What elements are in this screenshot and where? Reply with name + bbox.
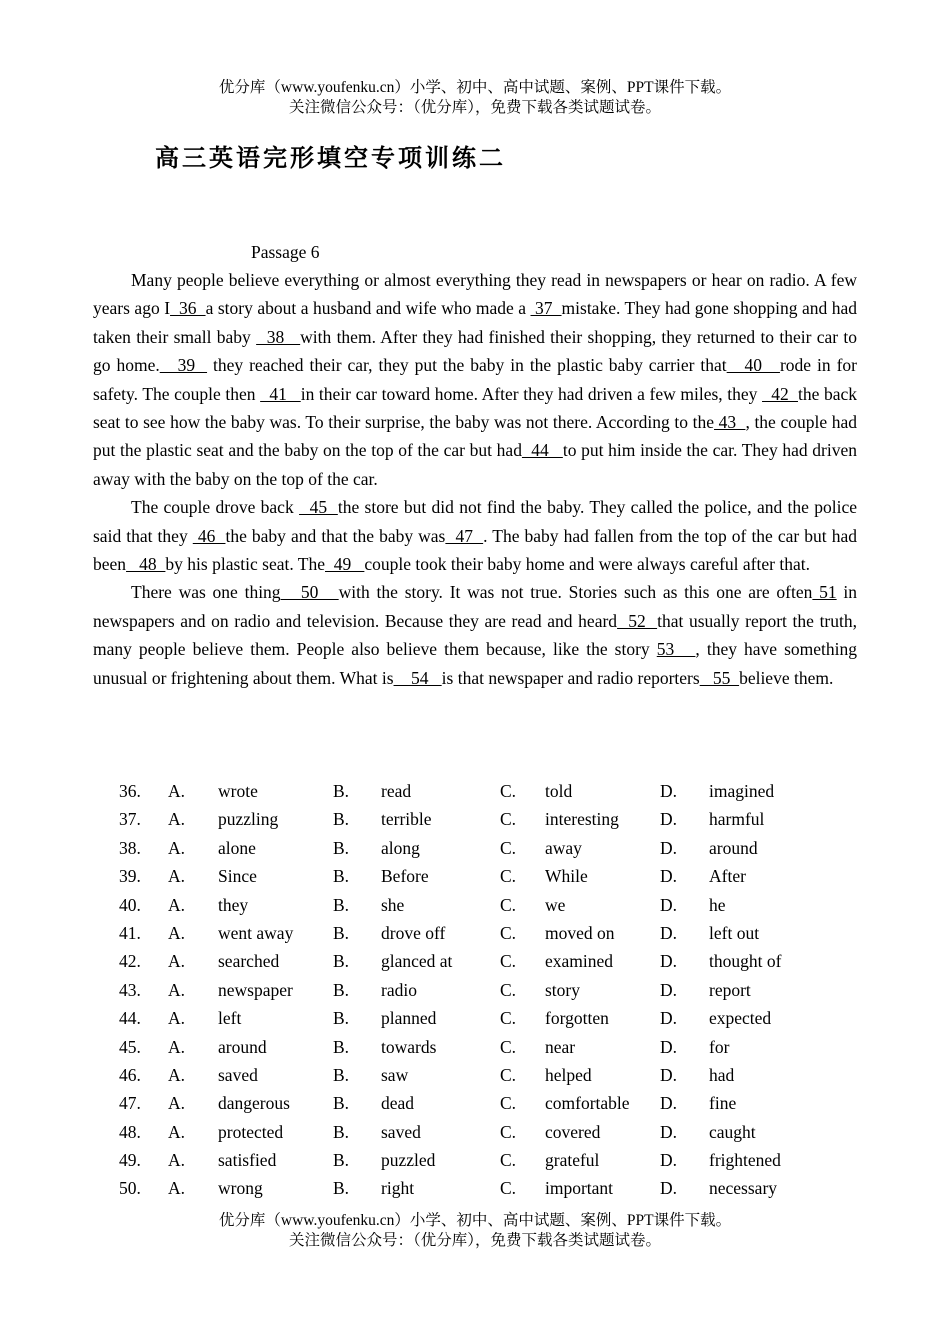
option-d: for	[709, 1036, 730, 1057]
question-number: 40.	[119, 894, 141, 915]
passage-text: that usually report the truth, many people believe them. People also believe them because, like the story	[93, 610, 857, 660]
header-line-2: 关注微信公众号：（优分库），免费下载各类试题试卷。	[288, 99, 661, 116]
option-b: she	[381, 894, 405, 915]
option-a: puzzling	[218, 809, 279, 830]
option-b: Before	[381, 866, 429, 887]
option-a: Since	[218, 866, 257, 887]
option-row	[93, 1174, 857, 1202]
option-c: away	[545, 837, 582, 858]
option-a: alone	[218, 837, 256, 858]
option-letter-d: D.	[660, 894, 678, 915]
option-d: report	[709, 979, 751, 1000]
option-c: forgotten	[545, 1008, 609, 1029]
option-letter-d: D.	[660, 1093, 678, 1114]
option-b: towards	[381, 1036, 437, 1057]
passage-text: , they have something unusual or frightening about them. What is	[93, 639, 858, 688]
option-a: protected	[218, 1121, 284, 1142]
option-d: left out	[709, 922, 760, 943]
question-number: 48.	[119, 1121, 141, 1142]
option-letter-b: B.	[333, 866, 350, 887]
option-letter-d: D.	[660, 837, 678, 858]
option-c: we	[545, 894, 566, 915]
option-d: expected	[709, 1008, 772, 1029]
answer-blank: 40	[726, 355, 780, 376]
answer-blank: 39	[159, 355, 208, 376]
option-letter-d: D.	[660, 1178, 678, 1199]
option-row	[93, 862, 857, 890]
question-number: 37.	[119, 809, 141, 830]
question-number: 45.	[119, 1036, 141, 1057]
passage-text: a story about a husband and wife who made a	[205, 298, 531, 319]
option-letter-d: D.	[660, 979, 678, 1000]
option-c: covered	[545, 1121, 601, 1142]
answer-blank: 55	[699, 667, 740, 688]
option-letter-d: D.	[660, 1008, 678, 1029]
option-c: interesting	[545, 809, 619, 830]
option-b: radio	[381, 979, 417, 1000]
passage-text: rode in for safety. The couple then	[93, 355, 857, 404]
option-letter-b: B.	[333, 979, 350, 1000]
answer-blank: 38	[256, 326, 301, 347]
passage-text: mistake. They had gone shopping and had taken their small baby	[93, 298, 857, 347]
option-row	[93, 1089, 857, 1117]
option-row	[93, 1061, 857, 1089]
option-letter-c: C.	[500, 1064, 517, 1085]
option-letter-b: B.	[333, 1036, 350, 1057]
passage-text: in newspapers and on radio and television. Because they are read and heard	[93, 582, 858, 631]
question-number: 42.	[119, 951, 141, 972]
option-d: caught	[709, 1121, 756, 1142]
option-letter-d: D.	[660, 1064, 678, 1085]
option-letter-a: A.	[168, 837, 186, 858]
option-letter-c: C.	[500, 922, 517, 943]
option-letter-b: B.	[333, 781, 350, 801]
passage-text: is that newspaper and radio reporters	[441, 667, 700, 688]
option-b: puzzled	[381, 1150, 436, 1171]
question-number: 38.	[119, 837, 141, 858]
question-number: 44.	[119, 1008, 141, 1029]
passage-body	[93, 266, 857, 692]
passage-text: believe them.	[739, 667, 834, 688]
passage-text: they reached their car, they put the baby in the plastic baby carrier that	[207, 355, 727, 376]
option-b: terrible	[381, 809, 432, 830]
page-footer	[0, 1211, 950, 1251]
option-b: planned	[381, 1008, 437, 1029]
option-b: dead	[381, 1093, 415, 1114]
option-b: read	[381, 781, 412, 801]
option-letter-b: B.	[333, 1008, 350, 1029]
question-number: 49.	[119, 1150, 141, 1171]
option-letter-a: A.	[168, 1178, 186, 1199]
option-letter-b: B.	[333, 894, 350, 915]
option-d: necessary	[709, 1178, 778, 1199]
option-letter-c: C.	[500, 781, 517, 801]
option-letter-b: B.	[333, 1093, 350, 1114]
option-letter-a: A.	[168, 1093, 186, 1114]
question-number: 46.	[119, 1064, 141, 1085]
option-a: wrong	[218, 1178, 263, 1199]
option-c: examined	[545, 951, 614, 972]
answer-blank: 49	[325, 554, 365, 575]
answer-blank: 52	[617, 610, 658, 631]
passage-text: There was one thing	[131, 582, 281, 603]
passage-text: , the couple had put the plastic seat and the baby on the top of the car but had	[93, 412, 858, 461]
answer-blank: 48	[126, 554, 166, 575]
option-d: around	[709, 837, 758, 858]
question-number: 47.	[119, 1093, 141, 1114]
option-row	[93, 834, 857, 862]
option-c: near	[545, 1036, 576, 1057]
option-letter-c: C.	[500, 866, 517, 887]
option-letter-d: D.	[660, 1121, 678, 1142]
option-letter-c: C.	[500, 979, 517, 1000]
option-letter-b: B.	[333, 1121, 350, 1142]
passage-text: . The baby had fallen from the top of the car but had been	[93, 525, 858, 575]
header-line-1: 优分库（www.youfenku.cn）小学、初中、高中试题、案例、PPT课件下载。	[218, 79, 732, 96]
option-row	[93, 919, 857, 947]
option-b: saved	[381, 1121, 421, 1142]
option-letter-c: C.	[500, 1036, 517, 1057]
option-c: story	[545, 979, 580, 1000]
option-b: along	[381, 837, 420, 858]
option-c: told	[545, 781, 573, 801]
option-letter-a: A.	[168, 809, 186, 830]
option-c: important	[545, 1178, 614, 1199]
option-a: newspaper	[218, 979, 293, 1000]
passage-paragraph	[93, 266, 857, 493]
option-row	[93, 777, 857, 805]
passage-text: with the story. It was not true. Stories such as this one are often	[338, 582, 813, 603]
passage-text: the store but did not find the baby. They called the police, and the police said that they	[93, 497, 857, 546]
option-letter-d: D.	[660, 922, 678, 943]
option-c: grateful	[545, 1150, 600, 1171]
option-a: searched	[218, 951, 280, 972]
passage-paragraph	[93, 578, 857, 692]
option-letter-b: B.	[333, 1064, 350, 1085]
question-number: 39.	[119, 866, 141, 887]
answer-blank: 36	[170, 298, 206, 319]
option-d: imagined	[709, 781, 775, 801]
option-b: right	[381, 1178, 415, 1199]
option-b: drove off	[381, 922, 446, 943]
option-c: helped	[545, 1064, 592, 1085]
footer-line-1: 优分库（www.youfenku.cn）小学、初中、高中试题、案例、PPT课件下载。	[218, 1212, 732, 1229]
option-a: went away	[218, 922, 294, 943]
option-row	[93, 976, 857, 1004]
passage-text: by his plastic seat. The	[165, 554, 325, 575]
option-d: had	[709, 1064, 735, 1085]
passage-paragraph	[93, 493, 857, 578]
passage-text: with them. After they had finished their shopping, they returned to their car to go home.	[93, 326, 858, 376]
option-letter-d: D.	[660, 951, 678, 972]
option-row	[93, 947, 857, 975]
answer-blank: 37	[530, 298, 562, 319]
option-d: frightened	[709, 1150, 781, 1171]
option-letter-a: A.	[168, 1008, 186, 1029]
option-letter-c: C.	[500, 1121, 517, 1142]
passage-text: Many people believe everything or almost everything they read in newspapers or hear on radio. A few years ago I	[93, 270, 857, 319]
passage-text: the back seat to see how the baby was. To their surprise, the baby was not there. According to the	[93, 383, 858, 433]
option-letter-a: A.	[168, 866, 186, 887]
option-d: harmful	[709, 809, 765, 830]
option-letter-a: A.	[168, 922, 186, 943]
passage-text: to put him inside the car. They had driven away with the baby on the top of the car.	[93, 440, 858, 489]
option-row	[93, 891, 857, 919]
passage-label: Passage 6	[251, 242, 320, 262]
option-d: After	[709, 866, 746, 887]
option-letter-a: A.	[168, 894, 186, 915]
option-letter-d: D.	[660, 1036, 678, 1057]
answer-blank: 53	[656, 639, 696, 660]
option-row	[93, 1033, 857, 1061]
option-d: fine	[709, 1093, 737, 1114]
option-letter-a: A.	[168, 1036, 186, 1057]
option-d: thought of	[709, 951, 782, 972]
option-c: While	[545, 866, 588, 887]
passage-text: the baby and that the baby was	[225, 525, 446, 546]
passage-text: The couple drove back	[131, 497, 300, 518]
page-header	[0, 78, 950, 118]
answer-blank: 51	[812, 582, 837, 603]
option-c: moved on	[545, 922, 615, 943]
answer-blank: 41	[260, 383, 301, 404]
question-number: 36.	[119, 781, 141, 801]
answer-blank: 42	[762, 383, 798, 404]
answer-blank: 43	[714, 412, 746, 433]
option-letter-c: C.	[500, 1178, 517, 1199]
page-title: 高三英语完形填空专项训练二	[155, 144, 506, 172]
option-letter-a: A.	[168, 781, 186, 801]
option-a: left	[218, 1008, 242, 1029]
footer-line-2: 关注微信公众号：（优分库），免费下载各类试题试卷。	[288, 1232, 661, 1249]
answer-blank: 45	[299, 497, 338, 518]
option-a: dangerous	[218, 1093, 290, 1114]
answer-blank: 46	[192, 525, 226, 546]
option-letter-c: C.	[500, 1008, 517, 1029]
option-letter-a: A.	[168, 1121, 186, 1142]
option-letter-c: C.	[500, 951, 517, 972]
question-number: 50.	[119, 1178, 141, 1199]
question-number: 43.	[119, 979, 141, 1000]
option-c: comfortable	[545, 1093, 630, 1114]
passage-text: couple took their baby home and were always careful after that.	[364, 554, 810, 575]
answer-blank: 44	[521, 440, 563, 461]
question-number: 41.	[119, 922, 141, 943]
option-letter-a: A.	[168, 951, 186, 972]
option-letter-b: B.	[333, 922, 350, 943]
answer-blank: 50	[280, 582, 339, 603]
option-letter-b: B.	[333, 837, 350, 858]
answer-blank: 47	[445, 525, 484, 546]
option-a: saved	[218, 1064, 258, 1085]
option-a: they	[218, 894, 249, 915]
option-row	[93, 1118, 857, 1146]
option-a: wrote	[218, 781, 258, 801]
option-row	[93, 1004, 857, 1032]
options-list	[93, 777, 857, 1203]
option-letter-c: C.	[500, 1093, 517, 1114]
option-letter-c: C.	[500, 809, 517, 830]
option-b: saw	[381, 1064, 409, 1085]
option-a: satisfied	[218, 1150, 277, 1171]
option-letter-d: D.	[660, 1150, 678, 1171]
option-letter-b: B.	[333, 1178, 350, 1199]
option-letter-a: A.	[168, 979, 186, 1000]
option-letter-c: C.	[500, 837, 517, 858]
option-row	[93, 1146, 857, 1174]
answer-blank: 54	[393, 667, 442, 688]
option-letter-b: B.	[333, 951, 350, 972]
option-row	[93, 805, 857, 833]
passage-text: in their car toward home. After they had driven a few miles, they	[300, 383, 763, 404]
option-d: he	[709, 894, 726, 915]
option-letter-c: C.	[500, 894, 517, 915]
option-letter-a: A.	[168, 1150, 186, 1171]
option-b: glanced at	[381, 951, 453, 972]
option-letter-d: D.	[660, 809, 678, 830]
option-letter-a: A.	[168, 1064, 186, 1085]
option-letter-d: D.	[660, 781, 678, 801]
option-letter-c: C.	[500, 1150, 517, 1171]
option-letter-d: D.	[660, 866, 678, 887]
option-letter-b: B.	[333, 809, 350, 830]
option-a: around	[218, 1036, 267, 1057]
option-letter-b: B.	[333, 1150, 350, 1171]
